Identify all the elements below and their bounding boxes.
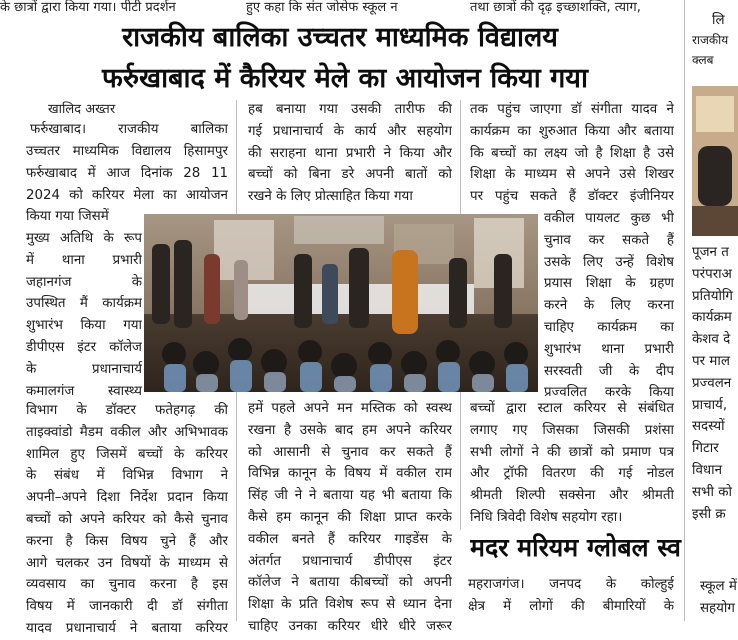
article-column-3: [470, 99, 674, 208]
text-line: चाहिए कार्यक्रम का: [544, 319, 674, 335]
text-line: चुनाव कर सकते हैं: [544, 232, 674, 248]
article-column-1-side: [26, 228, 142, 402]
text-line: कि बच्चों का लक्ष्य जो है शिक्षा है उसे: [470, 145, 674, 161]
right-edge-text: पूजन त: [692, 245, 729, 260]
headline-line-1: राजकीय बालिका उच्चतर माध्यमिक विद्यालय: [122, 22, 558, 53]
text-line: हमें पहले अपने मन मस्तिक को स्वस्थ: [248, 401, 452, 416]
text-line: मुख्य अतिथि के रूप: [26, 231, 142, 246]
text-line: पर पहुंच सकते हैं डॉक्टर इंजीनियर: [470, 189, 674, 205]
right-edge-text: गिटार: [692, 441, 719, 457]
text-line: उसके लिए उन्हें विशेष: [544, 254, 674, 270]
text-line: रखना है उसके बाद हम अपने करियर: [248, 422, 452, 438]
text-line: के संबंध में विभिन्न विभाग ने: [26, 468, 228, 484]
text-line: अंतर्गत प्रधानाचार्य डीपीएस इंटर: [248, 553, 452, 569]
text-line: 2024 को करियर मेला का आयोजन: [26, 187, 228, 203]
right-edge-text: लि: [712, 13, 725, 28]
text-line: की सराहना थाना प्रभारी ने किया और: [248, 145, 452, 161]
text-line: प्रयास शिक्षा के ग्रहण: [544, 276, 674, 292]
text-line: रखने के लिए प्रोत्साहित किया गया: [248, 189, 413, 205]
text-line: शिक्षा के प्रति विशेष रूप से ध्यान देना: [248, 597, 452, 613]
article-column-3-bottom: [470, 398, 674, 529]
right-photo-image: [692, 86, 738, 236]
text-line: शामिल हुए जिसमें बच्चों के करियर: [26, 446, 228, 462]
right-photo: [692, 86, 738, 236]
text-line: कमालगंज स्वास्थ्य: [26, 383, 142, 399]
next-article-headline: मदर मरियम ग्लोबल स्व: [470, 533, 681, 562]
text-line: निधि त्रिवेदी विशेष सहयोग रहा।: [470, 509, 623, 525]
text-line: शुभारंभ थाना प्रभारी: [544, 341, 674, 357]
text-line: वकील पायलट कुछ भी: [544, 211, 674, 226]
text-line: करना है किस विषय चुने हैं और: [26, 533, 228, 549]
text-line: ताइक्वांडो मैडम वकील और अभिभावक: [26, 424, 228, 440]
text-line: और ट्रॉफी वितरण की गई नोडल: [470, 466, 674, 482]
text-line: कार्यक्रम का शुरुआत किया और बताया: [470, 123, 674, 139]
byline: खालिद अख्तर: [48, 102, 116, 117]
right-edge-bottom: [700, 576, 738, 620]
right-edge-text: सदस्यों: [692, 419, 725, 435]
text-line: श्रीमती शिल्पी सक्सेना और श्रीमती: [470, 488, 674, 504]
text-line: शुभारंभ किया गया: [26, 318, 142, 334]
text-line: हब बनाया गया उसकी तारीफ की: [248, 102, 452, 117]
right-edge-text: प्राचार्य,: [692, 397, 728, 413]
text-line: कैसे हम कानून की शिक्षा प्राप्त करके: [248, 509, 452, 525]
article-column-2: [248, 99, 452, 208]
headline-line-2: फर्रुखाबाद में कैरियर मेले का आयोजन किया गया: [102, 63, 588, 94]
text-line: प्रज्वलित करके किया: [544, 385, 674, 401]
right-edge-text: स्कूल में: [700, 579, 737, 594]
right-edge-text: कार्यक्रम: [692, 310, 732, 326]
text-line: क्षेत्र में लोगों की बीमारियों के: [468, 598, 674, 614]
text-line: जहानगंज के: [26, 274, 142, 290]
text-line: यादव प्रधानाचार्य ने बताया करियर: [26, 620, 228, 636]
text-line: फर्रुखाबाद। राजकीय बालिका: [30, 122, 228, 137]
text-line: बच्चों को बिना डरे अपनी बातों को: [248, 167, 452, 183]
text-line: वकील बनते हैं करियर गाइडेंस के: [248, 531, 452, 547]
article-column-3-side: [544, 208, 674, 404]
prev-article-text: के छात्रों द्वारा किया गया। पीटी प्रदर्शन: [0, 0, 176, 15]
text-line: को आसानी से चुनाव कर सकते हैं: [248, 444, 452, 460]
text-line: सभी लोगों ने की छात्रों को प्रमाण पत्र: [470, 444, 674, 460]
text-line: शिक्षा के माध्यम से अपने उसे शिखर: [470, 167, 674, 183]
article-column-1: [30, 119, 228, 141]
right-edge-text: केशव दे: [692, 332, 731, 348]
right-edge-text: क्लब: [692, 53, 714, 67]
text-line: बच्चों को अपने करियर को कैसे चुनाव: [26, 511, 228, 527]
text-line: विषय में जानकारी दी डॉ संगीता: [26, 599, 228, 615]
text-line: के प्रधानाचार्य: [26, 361, 142, 377]
right-edge-text: राजकीय: [692, 33, 729, 47]
text-line: अपनी–अपने दिशा निर्देश प्रदान किया: [26, 490, 228, 506]
article-column-1-bottom: [26, 400, 228, 640]
text-line: कॉलेज ने बताया कीबच्चों को अपनी: [248, 575, 452, 591]
text-line: किया गया जिसमें: [26, 209, 109, 225]
text-line: सिंह जी ने ने बताया यह भी बताया कि: [248, 488, 452, 504]
prev-article-text: हुए कहा कि संत जोसेफ स्कूल न: [246, 0, 398, 15]
right-edge-text: परंपराअ: [692, 266, 732, 282]
article-column-2-bottom: [248, 398, 452, 638]
right-edge-text: पर माल: [692, 353, 730, 369]
text-line: तक पहुंच जाएगा डॉ संगीता यादव ने: [470, 102, 674, 117]
right-edge-text: विधान: [692, 462, 723, 478]
right-edge-text: सहयोग: [700, 600, 735, 616]
next-article-body: [468, 574, 674, 618]
prev-article-text: तथा छात्रों की दृढ़ इच्छाशक्ति, त्याग,: [470, 0, 641, 15]
text-line: उपस्थित मैं कार्यक्रम: [26, 296, 142, 312]
text-line: डीपीएस इंटर कॉलेज: [26, 339, 142, 355]
text-line: विभिन्न कानून के विषय में वकील राम: [248, 466, 452, 482]
text-line: विभाग के डॉक्टर फतेहगढ़ की: [26, 403, 228, 418]
text-line: उच्चतर माध्यमिक विद्यालय हिसामपुर: [26, 144, 228, 159]
right-edge-text: इसी क्र: [692, 506, 726, 522]
text-line: चाहिए उनका करियर धीरे धीरे जरूर: [248, 618, 452, 634]
text-line: फर्रुखाबाद में आज दिनांक 28 11: [26, 165, 228, 181]
text-line: बच्चों द्वारा स्टाल करियर से संबंधित: [470, 401, 674, 416]
text-line: सरस्वती जी के दीप: [544, 363, 674, 379]
event-photo-image: [144, 214, 538, 392]
event-photo: [144, 214, 538, 392]
text-line: करने के लिए करना: [544, 298, 674, 314]
text-line: लगाए गए जिसका जिसकी प्रशंसा: [470, 422, 674, 438]
text-line: गई प्रधानाचार्य के कार्य और सहयोग: [248, 123, 452, 139]
right-edge-text: प्रतियोगि: [692, 288, 733, 304]
text-line: महराजगंज। जनपद के कोल्हुई: [468, 577, 674, 592]
right-edge-column: [692, 242, 738, 525]
text-line: आगे चलकर उन विषयों के माध्यम से: [26, 555, 228, 571]
right-edge-text: प्रज्वलन: [692, 375, 732, 391]
text-line: व्यवसाय का चुनाव करना है इस: [26, 577, 228, 593]
text-line: में थाना प्रभारी: [26, 252, 142, 268]
right-edge-text: सभी को: [692, 484, 732, 500]
